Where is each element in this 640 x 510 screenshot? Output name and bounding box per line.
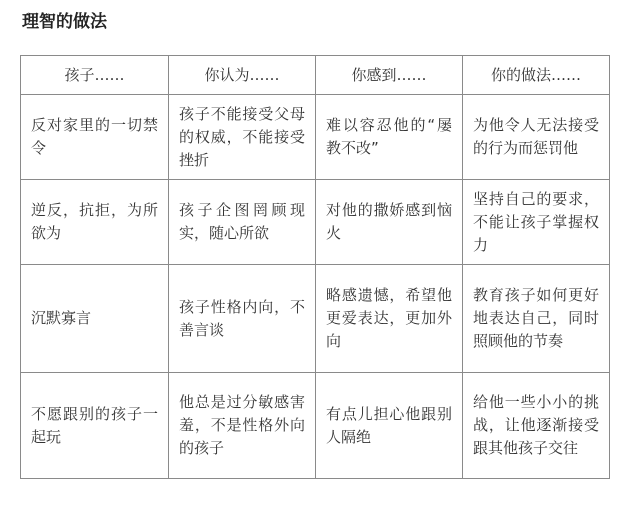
cell-you-feel: 有点儿担心他跟别人隔绝: [316, 373, 463, 479]
cell-child: 不愿跟别的孩子一起玩: [21, 373, 169, 479]
table-row: [21, 373, 610, 479]
cell-you-think: 孩子企图罔顾现实，随心所欲: [169, 180, 316, 265]
cell-you-think: 孩子不能接受父母的权威，不能接受挫折: [169, 95, 316, 180]
cell-child: 沉默寡言: [21, 265, 169, 373]
table-row: [21, 95, 610, 180]
table-header-row: [21, 56, 610, 95]
cell-your-approach: 坚持自己的要求，不能让孩子掌握权力: [463, 180, 610, 265]
table-row: [21, 265, 610, 373]
header-you-think: 你认为……: [169, 56, 316, 95]
cell-you-feel: 难以容忍他的“屡教不改”: [316, 95, 463, 180]
cell-you-think: 孩子性格内向，不善言谈: [169, 265, 316, 373]
cell-you-feel: 略感遗憾，希望他更爱表达，更加外向: [316, 265, 463, 373]
header-child: 孩子……: [21, 56, 169, 95]
advice-table: [20, 55, 610, 479]
cell-your-approach: 教育孩子如何更好地表达自己，同时照顾他的节奏: [463, 265, 610, 373]
cell-your-approach: 给他一些小小的挑战，让他逐渐接受跟其他孩子交往: [463, 373, 610, 479]
cell-your-approach: 为他令人无法接受的行为而惩罚他: [463, 95, 610, 180]
cell-child: 反对家里的一切禁令: [21, 95, 169, 180]
table-row: [21, 180, 610, 265]
page-title: 理智的做法: [22, 12, 107, 32]
cell-you-think: 他总是过分敏感害羞，不是性格外向的孩子: [169, 373, 316, 479]
header-you-feel: 你感到……: [316, 56, 463, 95]
cell-child: 逆反，抗拒，为所欲为: [21, 180, 169, 265]
cell-you-feel: 对他的撒娇感到恼火: [316, 180, 463, 265]
header-your-approach: 你的做法……: [463, 56, 610, 95]
